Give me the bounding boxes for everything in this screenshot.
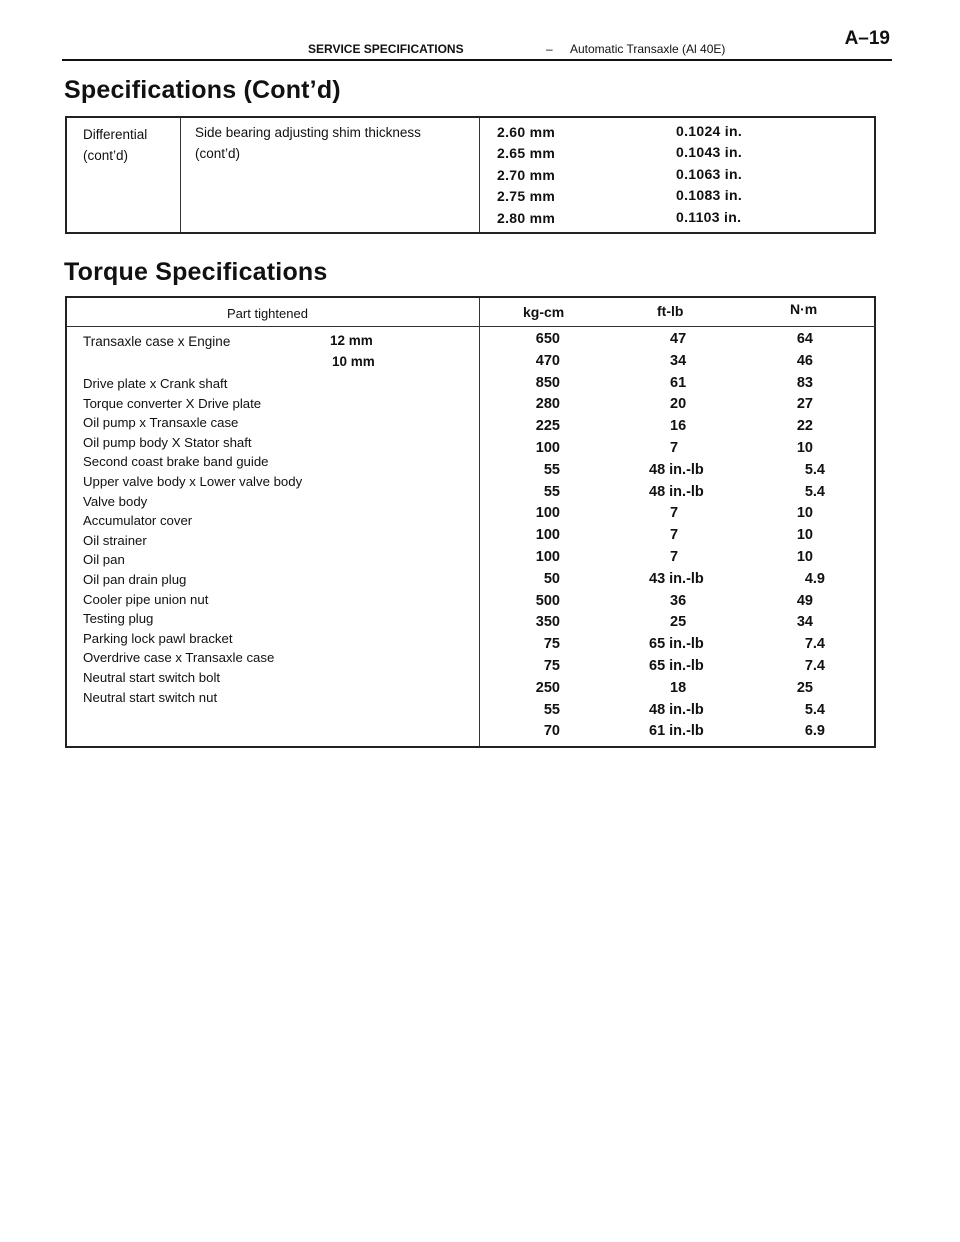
torque-n-m-value: 46 [796, 352, 813, 369]
part-row: Oil pump body X Stator shaft [83, 434, 252, 450]
torque-kg-cm-value: 75 [543, 636, 560, 653]
torque-ft-lb-value: 36 [670, 592, 687, 609]
torque-header-rule [67, 326, 876, 327]
part-row: Neutral start switch nut [83, 689, 218, 705]
torque-divider [479, 298, 480, 746]
torque-n-m-value: 10 [796, 527, 813, 544]
shim-inch-values: 0.1024 in. 0.1043 in. 0.1063 in. 0.1083 in. 0.1103 in. [676, 123, 743, 225]
torque-kg-cm-value: 50 [543, 570, 560, 587]
torque-kg-cm-value: 100 [535, 527, 560, 544]
specs-title: Specifications (Cont’d) [64, 76, 341, 104]
torque-kg-cm-value: 225 [535, 418, 560, 435]
header-subtitle: Automatic Transaxle (Al 40E) [570, 42, 726, 56]
torque-ft-lb-value: 43 in.-lb [649, 570, 704, 587]
torque-title: Torque Specifications [64, 258, 328, 286]
part-row: Parking lock pawl bracket [83, 630, 233, 646]
torque-n-m-value: 10 [796, 505, 813, 522]
torque-n-m-value: 64 [796, 331, 813, 347]
torque-n-m-value: 7.4 [804, 658, 825, 674]
header-rule [62, 59, 892, 61]
part-transaxle-engine: Transaxle case x Engine [83, 334, 231, 349]
part-row: Testing plug [83, 611, 154, 627]
part-row: Overdrive case x Transaxle case [83, 650, 275, 666]
specs-item: Side bearing adjusting shim thickness (cont’d) [195, 125, 421, 161]
specs-table [65, 116, 876, 234]
torque-kg-cm-value: 100 [535, 505, 560, 522]
torque-ft-lb-value: 7 [670, 440, 679, 456]
torque-n-m-value: 5.4 [804, 461, 825, 478]
torque-kg-cm-value: 650 [535, 331, 560, 347]
part-row: Accumulator cover [83, 513, 193, 529]
torque-ft-lb-value: 61 [670, 374, 687, 391]
torque-ft-lb-value: 16 [670, 418, 687, 435]
torque-kg-cm-value: 75 [543, 658, 560, 674]
part-row: Upper valve body x Lower valve body [83, 473, 303, 489]
torque-n-m-value: 10 [796, 549, 813, 565]
torque-kg-cm-value: 70 [543, 723, 560, 740]
col-ft-lb: ft-lb [657, 303, 684, 319]
col-part-tightened: Part tightened [227, 306, 308, 321]
torque-ft-lb-value: 48 in.-lb [649, 461, 704, 478]
torque-n-m-value: 22 [796, 418, 813, 435]
specs-divider-1 [180, 118, 181, 232]
torque-ft-lb-value: 20 [670, 396, 687, 413]
torque-ft-lb-value: 47 [670, 331, 687, 347]
torque-ft-lb-value: 7 [670, 505, 679, 522]
torque-kg-cm-value: 55 [543, 461, 560, 478]
torque-n-m-value: 25 [796, 679, 813, 696]
torque-kg-cm-value: 500 [535, 592, 560, 609]
col-n-m: N·m [790, 301, 818, 317]
bolt-size-12mm: 12 mm [330, 333, 373, 348]
part-row: Drive plate x Crank shaft [83, 376, 228, 391]
part-row: Oil pump x Transaxle case [83, 415, 239, 431]
torque-n-m-value: 10 [796, 440, 813, 456]
torque-ft-lb-value: 65 in.-lb [649, 658, 704, 674]
torque-n-m-value: 7.4 [804, 636, 825, 653]
page-header [62, 26, 892, 60]
torque-ft-lb-value: 7 [670, 527, 679, 544]
col-kg-cm: kg-cm [523, 304, 565, 320]
torque-ft-lb-value: 7 [670, 549, 679, 565]
part-row: Neutral start switch bolt [83, 669, 221, 685]
torque-kg-cm-value: 100 [535, 549, 560, 565]
torque-n-m-value: 27 [796, 396, 813, 413]
torque-n-m-value: 6.9 [804, 723, 825, 740]
torque-ft-lb-value: 34 [670, 352, 687, 369]
torque-kg-cm-value: 280 [535, 396, 560, 413]
part-row: Oil strainer [83, 532, 147, 548]
shim-mm-values: 2.60 mm 2.65 mm 2.70 mm 2.75 mm 2.80 mm [497, 124, 556, 226]
torque-table [65, 296, 876, 748]
torque-kg-cm-value: 55 [543, 483, 560, 500]
torque-n-m-value: 5.4 [804, 483, 825, 500]
header-section: SERVICE SPECIFICATIONS [308, 42, 464, 56]
specs-category: Differential (cont’d) [83, 127, 148, 163]
part-row: Second coast brake band guide [83, 454, 269, 470]
part-row: Cooler pipe union nut [83, 591, 209, 607]
part-row: Valve body [83, 493, 148, 509]
torque-n-m-value: 5.4 [804, 701, 825, 718]
torque-ft-lb-value: 61 in.-lb [649, 723, 704, 740]
torque-kg-cm-value: 250 [535, 679, 560, 696]
torque-kg-cm-value: 55 [543, 701, 560, 718]
torque-ft-lb-value: 48 in.-lb [649, 701, 704, 718]
torque-ft-lb-value: 25 [670, 614, 687, 631]
torque-n-m-value: 4.9 [804, 570, 825, 587]
page-number: A–19 [844, 28, 890, 49]
parts-list [83, 374, 302, 707]
torque-ft-lb-value: 65 in.-lb [649, 636, 704, 653]
torque-kg-cm-value: 350 [535, 614, 560, 631]
header-dash: – [546, 42, 553, 56]
torque-kg-cm-value: 850 [535, 374, 560, 391]
specs-divider-2 [479, 118, 480, 232]
part-row: Oil pan drain plug [83, 571, 187, 587]
part-row: Torque converter X Drive plate [83, 395, 262, 411]
torque-kg-cm-value: 100 [535, 440, 560, 456]
torque-ft-lb-value: 18 [670, 679, 687, 696]
torque-n-m-value: 34 [796, 614, 813, 631]
part-row: Oil pan [83, 552, 125, 568]
bolt-size-10mm: 10 mm [332, 354, 375, 369]
torque-ft-lb-value: 48 in.-lb [649, 483, 704, 500]
torque-n-m-value: 49 [796, 592, 813, 609]
torque-kg-cm-value: 470 [535, 352, 560, 369]
torque-n-m-value: 83 [796, 374, 813, 391]
